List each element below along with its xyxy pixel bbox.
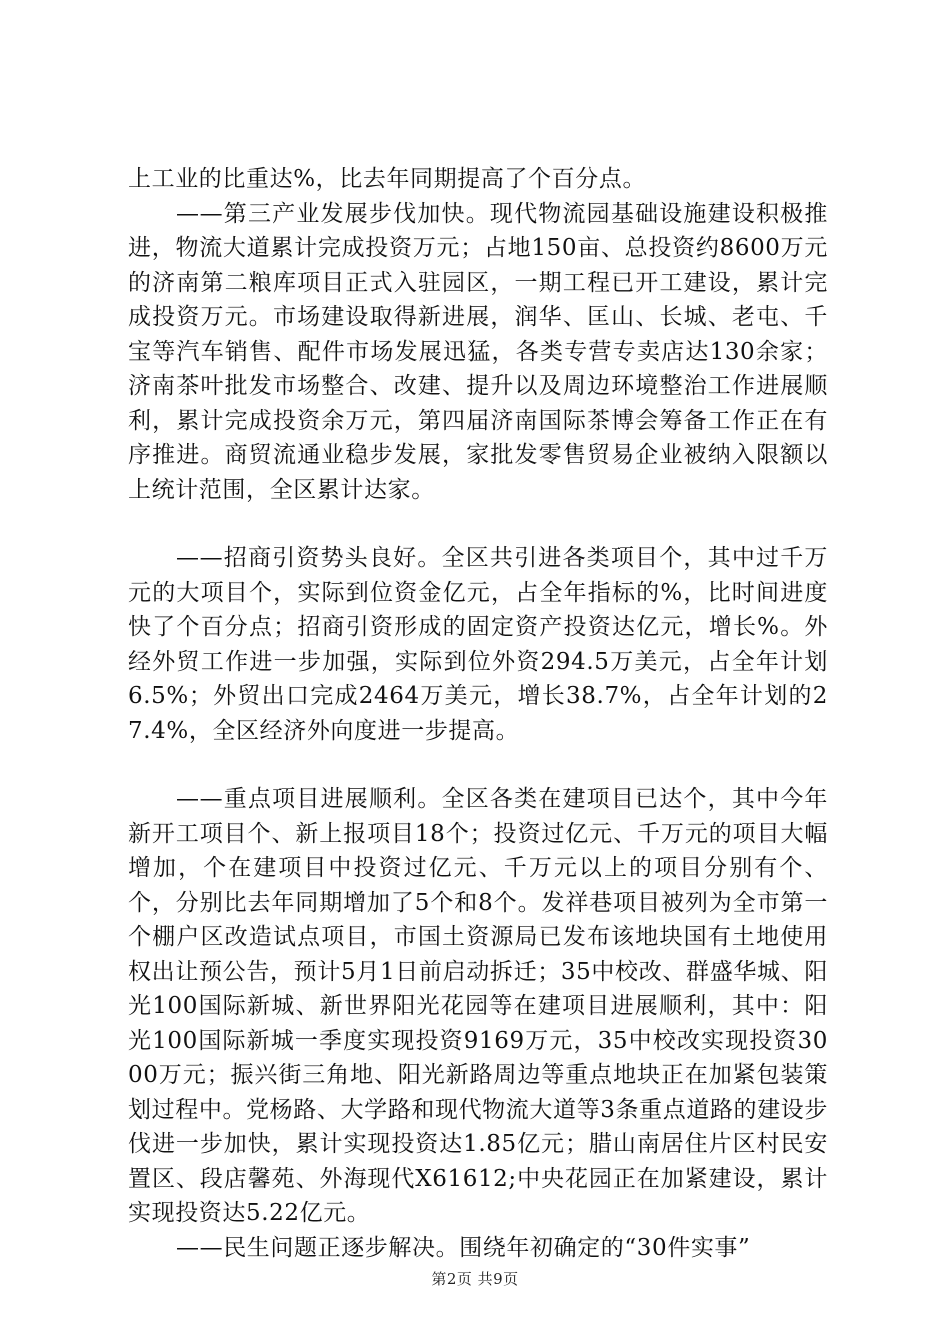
page-number-footer: 第2页 共9页 bbox=[431, 1270, 519, 1288]
paragraph-spacer bbox=[128, 507, 828, 541]
paragraph-industry-share: 上工业的比重达%，比去年同期提高了个百分点。 bbox=[128, 166, 647, 192]
document-body bbox=[128, 162, 828, 1265]
paragraph-investment-attraction: ——招商引资势头良好。全区共引进各类项目个，其中过千万元的大项目个，实际到位资金亿元，占全年指标的%，比时间进度快了个百分点；招商引资形成的固定资产投资达亿元，增长%。外经外贸工作进一步加强，实际到位外资294.5万美元，占全年计划6.5%；外贸出口完成2464万美元，增长38.7%，占全年计划的27.4%，全区经济外向度进一步提高。 bbox=[128, 545, 828, 744]
paragraph-livelihood: ——民生问题正逐步解决。围绕年初确定的“30件实事” bbox=[176, 1234, 751, 1261]
paragraph-key-projects: ——重点项目进展顺利。全区各类在建项目已达个，其中今年新开工项目个、新上报项目18个；投资过亿元、千万元的项目大幅增加，个在建项目中投资过亿元、千万元以上的项目分别有个、个，分别比去年同期增加了5个和8个。发祥巷项目被列为全市第一个棚户区改造试点项目，市国土资源局已发布该地块国有土地使用权出让预公告，预计5月1日前启动拆迁；35中校改、群盛华城、阳光100国际新城、新世界阳光花园等在建项目进展顺利，其中：阳光100国际新城一季度实现投资9169万元，35中校改实现投资3000万元；振兴街三角地、阳光新路周边等重点地块正在加紧包装策划过程中。党杨路、大学路和现代物流大道等3条重点道路的建设步伐进一步加快，累计实现投资达1.85亿元；腊山南居住片区村民安置区、段店馨苑、外海现代X61612;中央花园正在加紧建设，累计实现投资达5.22亿元。 bbox=[128, 786, 828, 1226]
paragraph-tertiary-industry: ——第三产业发展步伐加快。现代物流园基础设施建设积极推进，物流大道累计完成投资万元；占地150亩、总投资约8600万元的济南第二粮库项目正式入驻园区，一期工程已开工建设，累计完成投资万元。市场建设取得新进展，润华、匡山、长城、老屯、千宝等汽车销售、配件市场发展迅猛，各类专营专卖店达130余家；济南茶叶批发市场整合、改建、提升以及周边环境整治工作进展顺利，累计完成投资余万元，第四届济南国际茶博会筹备工作正在有序推进。商贸流通业稳步发展，家批发零售贸易企业被纳入限额以上统计范围，全区累计达家。 bbox=[128, 200, 828, 503]
paragraph-spacer bbox=[128, 748, 828, 782]
